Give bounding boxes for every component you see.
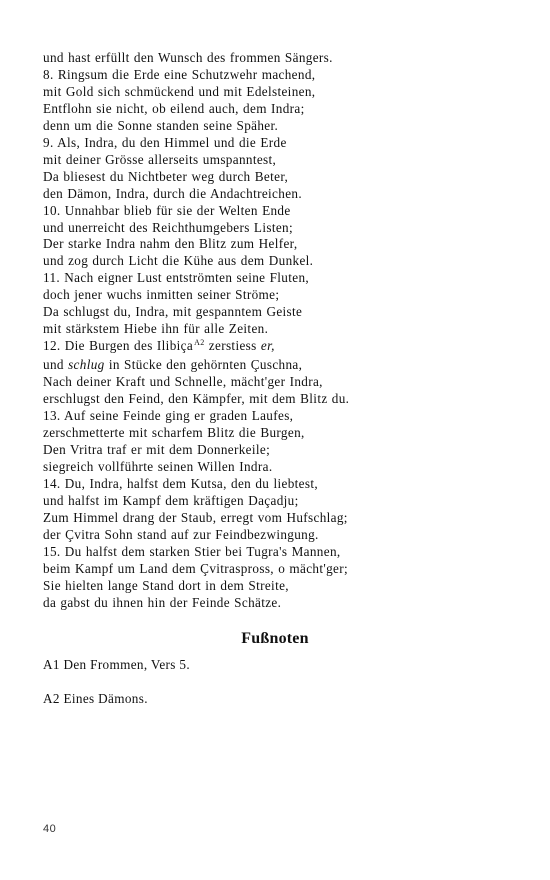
verse-line: 10. Unnahbar blieb für sie der Welten Ende — [43, 202, 291, 218]
verse-line: 14. Du, Indra, halfst dem Kutsa, den du liebtest, — [43, 475, 319, 491]
verse-line: und hast erfüllt den Wunsch des frommen Sängers. — [43, 50, 333, 65]
page-number: 40 — [43, 823, 57, 835]
verse-12-line-2 — [43, 357, 523, 374]
verse-12-emphasis: er, — [260, 338, 275, 354]
verse-line: Der starke Indra nahm den Blitz zum Helfer, — [43, 236, 298, 252]
poem-text — [43, 50, 523, 611]
verse-line: Da schlugst du, Indra, mit gespanntem Geiste — [43, 304, 303, 320]
verse-line: 13. Auf seine Feinde ging er graden Laufes, — [43, 408, 294, 424]
verse-line: zerschmetterte mit scharfem Blitz die Burgen, — [43, 424, 305, 440]
verse-12-line-1 — [43, 338, 523, 357]
verse-line: Da bliesest du Nichtbeter weg durch Beter, — [43, 168, 289, 184]
verse-line: Entflohn sie nicht, ob eilend auch, dem Indra; — [43, 100, 305, 116]
verse-line: Zum Himmel drang der Staub, erregt vom Hufschlag; — [43, 509, 348, 525]
footnote-ref-a2[interactable]: A2 — [194, 338, 205, 348]
verse-line: den Dämon, Indra, durch die Andachtreichen. — [43, 185, 302, 201]
verse-line: doch jener wuchs inmitten seiner Ströme; — [43, 287, 280, 303]
verse-line: und zog durch Licht die Kühe aus dem Dunkel. — [43, 253, 314, 269]
verse-line: und unerreicht des Reichthumgebers Listen; — [43, 219, 294, 235]
verse-line: Den Vritra traf er mit dem Donnerkeile; — [43, 441, 271, 457]
verse-line: 11. Nach eigner Lust entströmten seine Fluten, — [43, 270, 310, 286]
verse-line: mit deiner Grösse allerseits umspanntest, — [43, 151, 277, 167]
verse-line: 8. Ringsum die Erde eine Schutzwehr machend, — [43, 66, 316, 82]
verse-line: Nach deiner Kraft und Schnelle, mächt'ger Indra, — [43, 374, 323, 390]
verse-line: da gabst du ihnen hin der Feinde Schätze. — [43, 594, 282, 610]
verse-line: siegreich vollführte seinen Willen Indra. — [43, 458, 273, 474]
verse-line: beim Kampf um Land dem Çvitraspross, o mächt'ger; — [43, 560, 348, 576]
verse-line: Sie hielten lange Stand dort in dem Streite, — [43, 577, 289, 593]
footnotes-heading: Fußnoten — [241, 630, 309, 647]
verse-12-emphasis: schlug — [68, 357, 105, 373]
verse-line: der Çvitra Sohn stand auf zur Feindbezwingung. — [43, 526, 319, 542]
verse-line: denn um die Sonne standen seine Späher. — [43, 117, 279, 133]
verse-line: 15. Du halfst dem starken Stier bei Tugra's Mannen, — [43, 543, 341, 559]
verse-line: mit Gold sich schmückend und mit Edelsteinen, — [43, 83, 316, 99]
verse-line: und halfst im Kampf dem kräftigen Daçadju; — [43, 492, 299, 508]
verse-line: 9. Als, Indra, du den Himmel und die Erde — [43, 134, 287, 150]
verse-12-text: 12. Die Burgen des Ilibiça — [43, 338, 194, 354]
footnote-a1: A1 Den Frommen, Vers 5. — [43, 657, 190, 672]
verse-12-text: in Stücke den gehörnten Çuschna, — [104, 357, 303, 373]
verse-12-text: zerstiess — [204, 338, 261, 354]
verse-line: mit stärkstem Hiebe ihn für alle Zeiten. — [43, 321, 269, 337]
verse-12-text: und — [43, 357, 69, 373]
verse-line: erschlugst den Feind, den Kämpfer, mit dem Blitz du. — [43, 391, 350, 407]
footnote-a2: A2 Eines Dämons. — [43, 691, 148, 706]
